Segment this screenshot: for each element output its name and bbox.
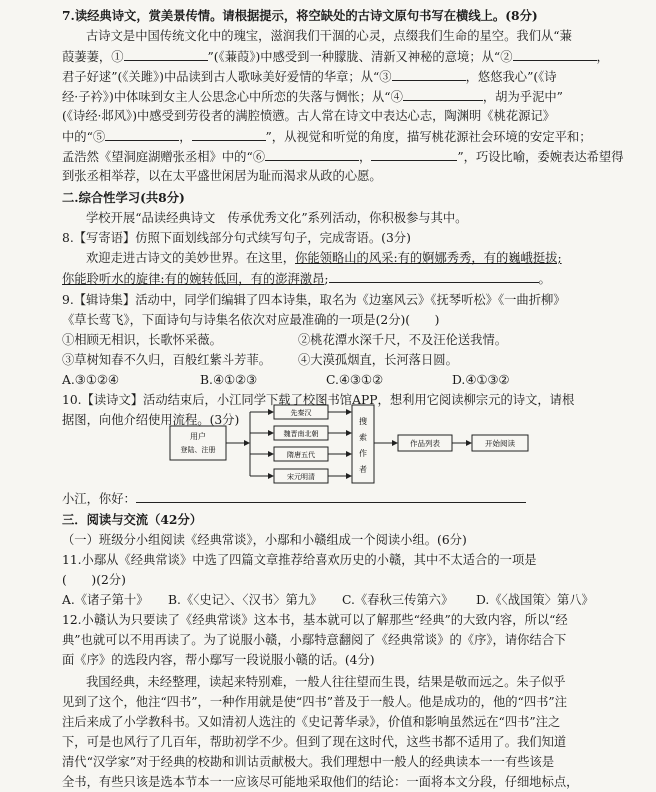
q7-line-7: 孟浩然《望洞庭湖赠张丞相》中的“⑥ ， ”，巧设比喻，委婉表达希望得	[62, 150, 624, 164]
q8-answer-blank[interactable]	[329, 270, 539, 283]
q7-line-2: 葭萋萋，① ”(《蒹葭》)中感受到一种朦胧、清新又神秘的意境；从“② ，	[62, 50, 609, 64]
flow-arrowhead-3	[466, 440, 472, 446]
q9-choice-b[interactable]: B.④①②③	[200, 373, 258, 387]
blank-5a[interactable]	[105, 128, 179, 141]
q11-choice-d[interactable]: D.《〈战国策〉第八》	[476, 593, 594, 607]
q11-title: 11.小鄢从《经典常谈》中选了四篇文章推荐给喜欢历史的小赣，其中不太适合的一项是	[62, 553, 537, 567]
section-3-sub: （一）班级分小组阅读《经典常谈》，小鄢和小赣组成一个阅读小组。(6分)	[62, 533, 467, 547]
flow-search-2: 索	[359, 433, 367, 442]
flow-search-4: 者	[359, 465, 367, 474]
q12-passage-5: 清代“汉学家”对于经典的校勘和训诂贡献极大。我们理想中一般人的经典读本一一有些该是	[62, 755, 555, 769]
blank-1[interactable]	[124, 48, 208, 61]
q12-passage-3: 注后来成了小学教科书。又如清初人选注的《史记菁华录》，价值和影响虽然远在“四书”注之	[62, 715, 561, 729]
q12-passage-6: 全书，有些只该是选本节本一一应该尽可能地采取他们的结论：一面将本文分段，仔细地标点，	[62, 775, 579, 789]
flow-item-1: 先秦汉	[290, 409, 312, 417]
q11-choice-c[interactable]: C.《春秋三传第六》	[342, 593, 454, 607]
q11-choice-b[interactable]: B.《〈史记〉、〈汉书〉第九》	[168, 593, 323, 607]
q12-passage-4: 下，可是也风行了几百年，帮助初学不少。但到了现在这时代，这些书都不适用了。我们知道	[62, 735, 567, 749]
q8-line-1: 欢迎走进古诗文的美妙世界。在这里，你能领略山的风采:有的婀娜秀秀，有的巍峨挺拔;	[86, 251, 562, 265]
q7-line-6: 中的“⑤ ， ”，从视觉和听觉的角度，描写桃花源社会环境的安定平和；	[62, 130, 592, 144]
blank-6b[interactable]	[371, 148, 457, 161]
section-3-title: 三．阅读与交流（42分）	[62, 512, 203, 527]
flow-search-3: 作	[359, 449, 367, 458]
q9-verse-3: ③草树知春不久归，百般红紫斗芳菲。	[62, 353, 272, 367]
q9-choice-d[interactable]: D.④①③②	[452, 373, 510, 387]
q11-choice-a[interactable]: A.《诸子第十》	[62, 593, 149, 607]
q9-choice-a[interactable]: A.③①②④	[62, 373, 119, 387]
q9-line-2: 《草长莺飞》，下面诗句与诗集名依次对应最准确的一项是(2分)( )	[62, 313, 440, 327]
q8-line-2: 你能聆听水的旋律:有的婉转低回，有的澎湃激昂; 。	[62, 272, 551, 286]
q10-title: 10.【读诗文】活动结束后，小江同学下载了校图书馆APP，想利用它阅读柳宗元的诗文，请根	[62, 393, 575, 407]
flow-login-label: 登陆、注册	[180, 446, 216, 454]
blank-5b[interactable]	[192, 128, 266, 141]
q10-line-2: 据图，向他介绍使用流程。(3分)	[62, 413, 240, 427]
q7-title: 7.读经典诗文，赏美景传情。请根据提示，将空缺处的古诗文原句书写在横线上。(8分)	[62, 8, 538, 23]
q12-passage-2: 见到了这个，他注“四书”，一种作用就是使“四书”普及于一般人。他是成功的，他的“四书”注	[62, 695, 568, 709]
q9-choice-c[interactable]: C.④③①②	[326, 373, 383, 387]
q8-title: 8.【写寄语】仿照下面划线部分句式续写句子，完成寄语。(3分)	[62, 231, 411, 245]
q10-answer-line: 小江，你好：	[62, 490, 526, 507]
flow-arrowhead-1	[244, 440, 250, 446]
q9-title: 9.【辑诗集】活动中，同学们编辑了四本诗集，取名为《边塞风云》《抚琴听松》《一曲折柳》	[62, 293, 566, 307]
q10-answer-blank[interactable]	[136, 490, 526, 503]
q9-verse-1: ①相顾无相识，长歌怀采薇。	[62, 333, 222, 347]
blank-3[interactable]	[392, 68, 466, 81]
flow-dynasty-boxes	[250, 405, 352, 483]
q12-line-2: 典”也就可以不用再读了。为了说服小赣，小鄢特意翻阅了《经典常谈》的《序》，请你结合下	[62, 633, 567, 647]
flow-search-1: 搜	[359, 417, 367, 426]
q9-verse-4: ④大漠孤烟直，长河落日圆。	[298, 353, 458, 367]
q12-passage-1: 我国经典，未经整理，读起来特别难，一般人往往望而生畏，结果是敬而远之。朱子似乎	[86, 675, 566, 689]
flow-user-label: 用户	[190, 432, 206, 441]
blank-2[interactable]	[513, 48, 597, 61]
blank-6a[interactable]	[265, 148, 359, 161]
q9-verse-2: ②桃花潭水深千尺，不及汪伦送我情。	[298, 333, 508, 347]
flow-item-4: 宋元明清	[287, 473, 315, 481]
q11-paren: ( )(2分)	[62, 573, 126, 587]
flow-list-label: 作品列表	[410, 439, 440, 448]
section-2-title: 二.综合性学习(共8分)	[62, 190, 185, 205]
q7-line-4: 经·子衿》)中体味到女主人公思念心中所恋的失落与惆怅；从“④ ，胡为乎泥中”	[62, 90, 563, 104]
flowchart	[140, 402, 540, 488]
flow-arrowhead-2	[392, 440, 398, 446]
flow-read-label: 开始阅读	[485, 439, 515, 448]
flow-item-2: 魏晋南北朝	[283, 430, 319, 438]
q12-line-3: 面《序》的选段内容，帮小鄢写一段说服小赣的话。(4分)	[62, 653, 375, 667]
q12-line-1: 12.小赣认为只要读了《经典常谈》这本书，基本就可以了解那些“经典”的大致内容，所以“经	[62, 613, 568, 627]
q7-line-5: (《诗经·邶风》)中感受到劳役者的满腔愤懑。古人常在诗文中表达心志，陶渊明《桃花源记》	[62, 109, 556, 123]
q7-line-1: 古诗文是中国传统文化中的瑰宝，滋润我们干涸的心灵，点缀我们生命的星空。我们从“蒹	[86, 29, 572, 43]
section-2-intro: 学校开展“品读经典诗文 传承优秀文化”系列活动，你积极参与其中。	[86, 211, 468, 225]
blank-4[interactable]	[403, 88, 483, 101]
q7-line-3: 君子好逑”(《关雎》)中品读到古人歌咏美好爱情的华章；从“③ ，悠悠我心”(《诗	[62, 70, 557, 84]
q7-line-8: 到张丞相举荐，以在太平盛世闲居为耻而渴求从政的心愿。	[62, 169, 382, 183]
flow-item-3: 隋唐五代	[287, 451, 315, 459]
